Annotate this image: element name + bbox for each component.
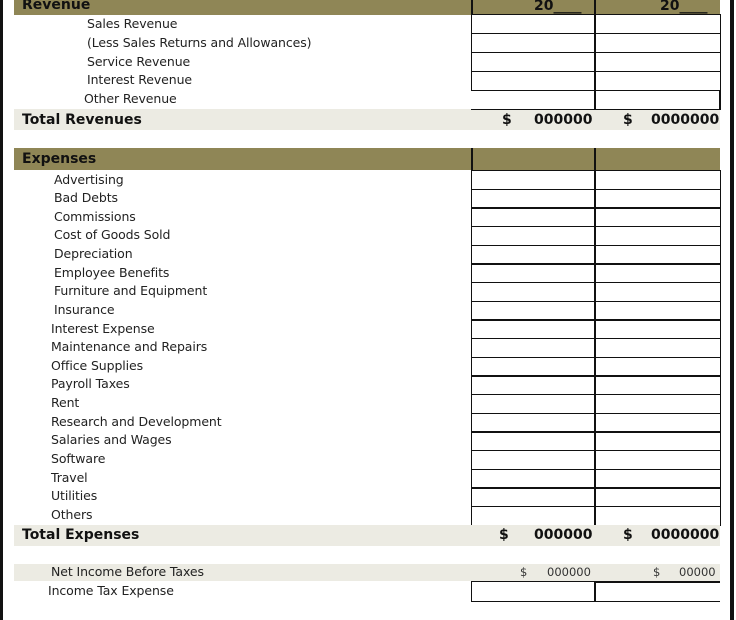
expense-input-col1[interactable] [471,189,596,209]
expense-input-col1[interactable] [471,469,596,489]
expense-input-col1[interactable] [471,207,596,227]
expense-input-col1[interactable] [471,263,596,283]
total-expenses-label: Total Expenses [22,527,140,543]
revenue-input-col2[interactable] [594,52,721,72]
expense-input-col1[interactable] [471,506,596,526]
expense-input-col2[interactable] [594,469,721,489]
revenue-input-col1[interactable] [471,52,596,72]
net-income-col1-value: 000000 [547,565,591,579]
expense-input-col2[interactable] [594,282,721,302]
expense-item-utilities: Utilities [51,488,98,503]
revenue-input-col2[interactable] [594,71,721,91]
expense-input-col2[interactable] [594,301,721,321]
expense-input-col1[interactable] [471,487,596,507]
expense-input-col1[interactable] [471,413,596,433]
expense-item-payroll-taxes: Payroll Taxes [51,376,130,391]
expense-input-col1[interactable] [471,338,596,358]
revenue-input-col1[interactable] [471,33,596,53]
expense-input-col1[interactable] [471,301,596,321]
expenses-header: Expenses [22,151,97,167]
year-col1-header[interactable]: 20____ [534,0,582,14]
expenses-header-band [14,148,720,170]
income-tax-col2-top [594,581,720,583]
expense-item-cogs: Cost of Goods Sold [54,227,171,242]
expense-input-col1[interactable] [471,394,596,414]
expense-input-col2[interactable] [594,207,721,227]
expense-input-col2[interactable] [594,338,721,358]
net-income-col2-value: 00000 [679,565,716,579]
revenue-other-divider [594,90,596,110]
expense-input-col2[interactable] [594,319,721,339]
total-revenues-col1-currency: $ [502,112,512,128]
expense-item-research: Research and Development [51,414,222,429]
income-tax-col2-bottom[interactable] [594,601,720,603]
expense-item-bad-debts: Bad Debts [54,190,118,205]
total-expenses-col1-value: 000000 [534,527,593,543]
expense-input-col1[interactable] [471,450,596,470]
right-page-border [730,0,734,620]
expense-input-col2[interactable] [594,226,721,246]
expense-input-col2[interactable] [594,375,721,395]
revenue-input-col1[interactable] [471,71,596,91]
net-income-col2-currency: $ [653,565,661,579]
revenue-item-returns: (Less Sales Returns and Allowances) [87,35,312,50]
income-tax-label: Income Tax Expense [48,583,174,598]
expense-input-col2[interactable] [594,170,721,190]
revenue-input-col2[interactable] [594,33,721,53]
expense-input-col2[interactable] [594,450,721,470]
expense-item-insurance: Insurance [54,302,115,317]
expense-input-col1[interactable] [471,357,596,377]
total-expenses-col2-value: 0000000 [651,527,720,543]
income-tax-input-col1[interactable] [471,581,596,602]
revenue-input-col1[interactable] [471,14,596,34]
expense-input-col2[interactable] [594,245,721,265]
revenue-item-sales: Sales Revenue [87,16,178,31]
revenue-item-service: Service Revenue [87,54,191,69]
total-revenues-label: Total Revenues [22,112,142,128]
total-expenses-col1-currency: $ [499,527,509,543]
expense-input-col2[interactable] [594,487,721,507]
expense-item-salaries: Salaries and Wages [51,432,172,447]
expense-input-col1[interactable] [471,319,596,339]
expense-input-col2[interactable] [594,413,721,433]
expense-item-office-supplies: Office Supplies [51,358,144,373]
expenses-header-divider [594,148,596,170]
revenue-header-band [14,0,720,15]
revenue-other-right [719,90,721,110]
expense-item-commissions: Commissions [54,209,136,224]
expense-input-col2[interactable] [594,394,721,414]
net-income-label: Net Income Before Taxes [51,564,204,579]
revenue-item-other: Other Revenue [84,91,177,106]
revenue-input-col2[interactable] [594,14,721,34]
expense-input-col2[interactable] [594,506,721,526]
revenue-item-interest: Interest Revenue [87,72,192,87]
expense-input-col1[interactable] [471,226,596,246]
revenue-header-divider [594,0,596,15]
expense-input-col1[interactable] [471,282,596,302]
expense-item-others: Others [51,507,93,522]
expense-input-col1[interactable] [471,245,596,265]
expense-item-employee-benefits: Employee Benefits [54,265,170,280]
expense-input-col2[interactable] [594,357,721,377]
income-tax-divider [594,581,596,602]
expenses-header-divider-left [471,148,473,170]
expense-item-travel: Travel [51,470,88,485]
expense-input-col2[interactable] [594,431,721,451]
expense-item-interest: Interest Expense [51,321,155,336]
expense-input-col1[interactable] [471,170,596,190]
total-expenses-col2-currency: $ [623,527,633,543]
expense-item-rent: Rent [51,395,80,410]
expense-input-col1[interactable] [471,375,596,395]
total-revenues-col2-currency: $ [623,112,633,128]
expense-input-col2[interactable] [594,263,721,283]
expense-item-advertising: Advertising [54,172,124,187]
total-revenues-col2-value: 0000000 [651,112,720,128]
expense-item-depreciation: Depreciation [54,246,133,261]
expense-item-furniture: Furniture and Equipment [54,283,208,298]
expense-item-software: Software [51,451,106,466]
left-page-border [0,0,3,620]
net-income-col1-currency: $ [520,565,528,579]
expense-input-col2[interactable] [594,189,721,209]
revenue-header-divider-left [471,0,473,15]
year-col2-header[interactable]: 20____ [660,0,708,14]
revenue-header: Revenue [22,0,91,13]
expense-input-col1[interactable] [471,431,596,451]
total-revenues-col1-value: 000000 [534,112,593,128]
expense-item-maintenance: Maintenance and Repairs [51,339,208,354]
